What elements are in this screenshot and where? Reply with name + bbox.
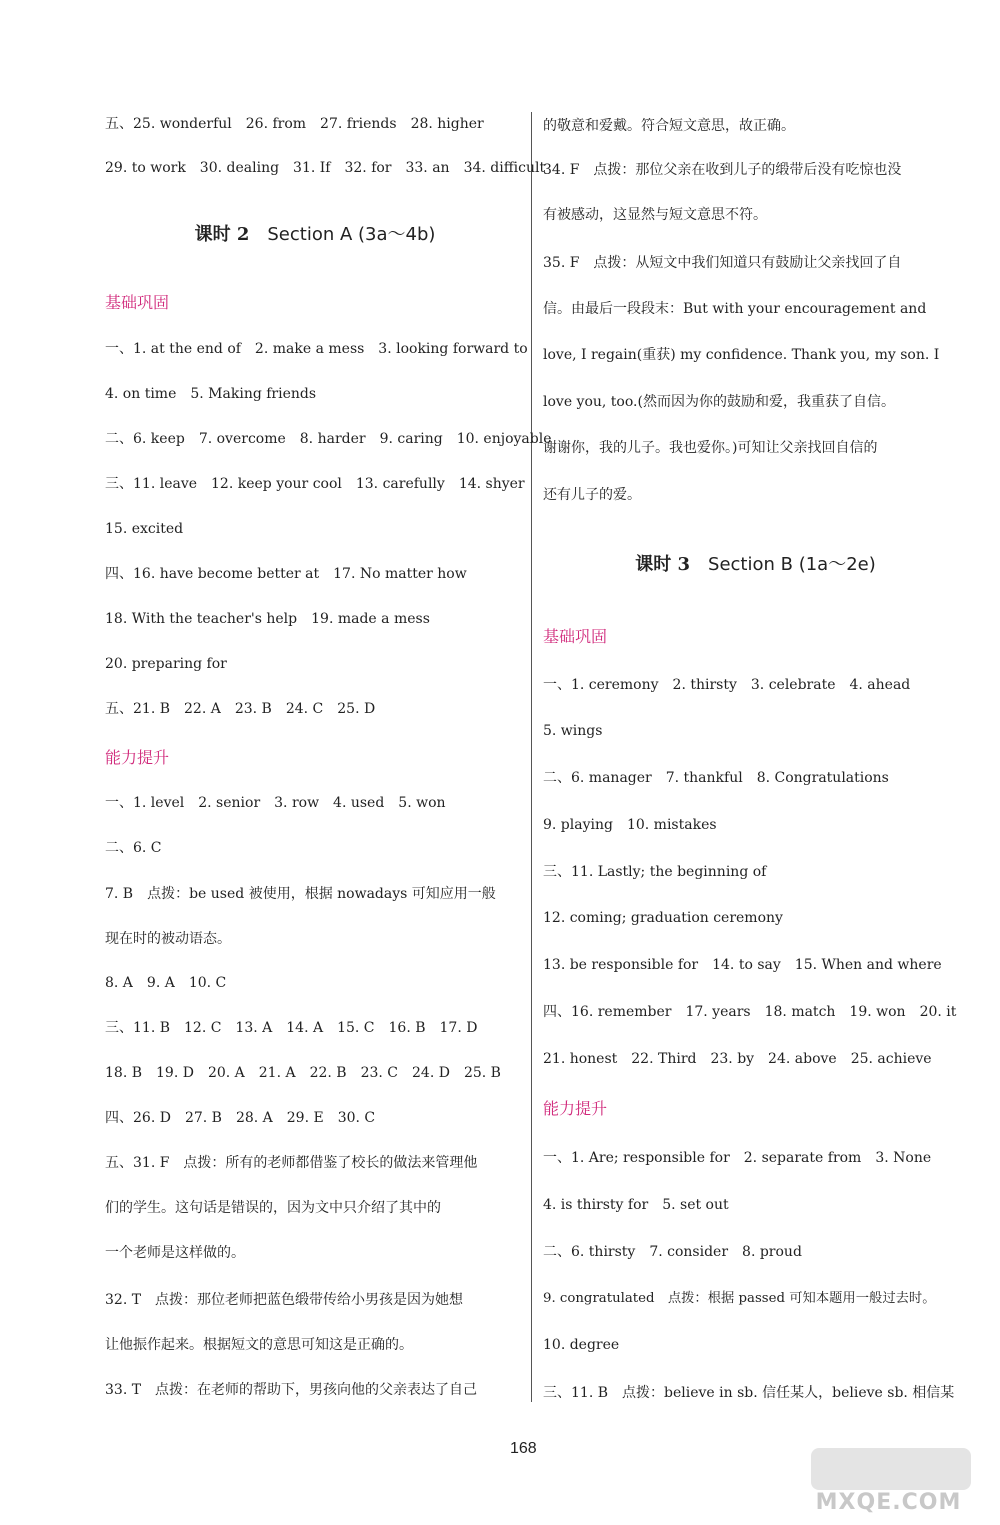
lesson-heading: [543, 553, 968, 577]
answer-line: 四、16. have become better at 17. No matter how: [105, 566, 467, 582]
answer-line: 一、1. at the end of 2. make a mess 3. looking forward to: [105, 341, 528, 357]
section-subheading: 能力提升: [105, 748, 170, 767]
answer-line: 15. excited: [105, 521, 184, 537]
section-subheading: 能力提升: [543, 1099, 608, 1118]
lesson-number: 课时 3: [635, 554, 691, 575]
answer-line: 10. degree: [543, 1337, 620, 1353]
answer-line: 三、11. B 点拨：believe in sb. 信任某人，believe sb. 相信某: [543, 1385, 955, 1401]
answer-line: 5. wings: [543, 723, 603, 739]
answer-line: 五、31. F 点拨：所有的老师都借鉴了校长的做法来管理他: [105, 1155, 478, 1171]
answer-line: 三、11. leave 12. keep your cool 13. carefully 14. shyer: [105, 476, 525, 492]
lesson-title: Section B (1a～2e): [708, 554, 876, 575]
answer-line: 二、6. thirsty 7. consider 8. proud: [543, 1244, 802, 1260]
answer-line: 12. coming; graduation ceremony: [543, 910, 783, 926]
answer-line: 4. on time 5. Making friends: [105, 386, 317, 402]
answer-line: 35. F 点拨：从短文中我们知道只有鼓励让父亲找回了自: [543, 255, 902, 271]
answer-line: 还有儿子的爱。: [543, 487, 641, 503]
answer-line: 33. T 点拨：在老师的帮助下，男孩向他的父亲表达了自己: [105, 1382, 478, 1398]
answer-line: 谢谢你，我的儿子。我也爱你。)可知让父亲找回自信的: [543, 440, 878, 456]
lesson-number: 课时 2: [194, 224, 250, 245]
answer-line: 9. congratulated 点拨：根据 passed 可知本题用一般过去时。: [543, 1291, 936, 1306]
answer-line: 二、6. C: [105, 840, 162, 856]
answer-line: 4. is thirsty for 5. set out: [543, 1197, 729, 1213]
answer-line: 有被感动，这显然与短文意思不符。: [543, 207, 767, 223]
answer-line: 一、1. ceremony 2. thirsty 3. celebrate 4. ahead: [543, 677, 911, 693]
answer-line: 让他振作起来。根据短文的意思可知这是正确的。: [105, 1337, 413, 1353]
lesson-heading: [105, 223, 525, 247]
answer-line: 34. F 点拨：那位父亲在收到儿子的缎带后没有吃惊也没: [543, 162, 902, 178]
section-subheading: 基础巩固: [543, 627, 608, 646]
answer-line: 32. T 点拨：那位老师把蓝色缎带传给小男孩是因为她想: [105, 1292, 464, 1308]
answer-line: 二、6. manager 7. thankful 8. Congratulations: [543, 770, 889, 786]
answer-line: 三、11. Lastly; the beginning of: [543, 864, 767, 880]
answer-line: 18. With the teacher's help 19. made a mess: [105, 611, 430, 627]
answer-line: 8. A 9. A 10. C: [105, 975, 227, 991]
column-divider: [531, 112, 532, 1402]
watermark-text: MXQE.COM: [815, 1490, 962, 1515]
answer-line: 13. be responsible for 14. to say 15. When and where: [543, 957, 942, 973]
lesson-title: Section A (3a～4b): [267, 224, 436, 245]
page-number: 168: [510, 1440, 537, 1457]
watermark: [786, 1448, 991, 1518]
answer-line: 四、16. remember 17. years 18. match 19. won 20. it: [543, 1004, 957, 1020]
answer-line: 二、6. keep 7. overcome 8. harder 9. caring 10. enjoyable: [105, 431, 552, 447]
answer-line: 的敬意和爱戴。符合短文意思，故正确。: [543, 118, 795, 134]
answer-line: 五、25. wonderful 26. from 27. friends 28. higher: [105, 116, 484, 132]
answer-line: 现在时的被动语态。: [105, 931, 231, 947]
section-subheading: 基础巩固: [105, 293, 170, 312]
answer-line: 7. B 点拨：be used 被使用，根据 nowadays 可知应用一般: [105, 886, 496, 902]
answer-line: 五、21. B 22. A 23. B 24. C 25. D: [105, 701, 376, 717]
answer-line: love you, too.(然而因为你的鼓励和爱，我重获了自信。: [543, 394, 895, 410]
answer-line: 三、11. B 12. C 13. A 14. A 15. C 16. B 17. D: [105, 1020, 478, 1036]
answer-line: 四、26. D 27. B 28. A 29. E 30. C: [105, 1110, 376, 1126]
answer-line: 29. to work 30. dealing 31. If 32. for 33. an 34. difficult: [105, 160, 546, 176]
answer-line: 一、1. Are; responsible for 2. separate from 3. None: [543, 1150, 932, 1166]
answer-line: 一、1. level 2. senior 3. row 4. used 5. won: [105, 795, 446, 811]
answer-line: 21. honest 22. Third 23. by 24. above 25. achieve: [543, 1051, 932, 1067]
watermark-logo: [811, 1448, 971, 1490]
answer-line: 9. playing 10. mistakes: [543, 817, 717, 833]
answer-line: love, I regain(重获) my confidence. Thank you, my son. I: [543, 347, 940, 363]
answer-line: 20. preparing for: [105, 656, 227, 672]
answer-line: 信。由最后一段段末：But with your encouragement and: [543, 301, 927, 317]
answer-line: 18. B 19. D 20. A 21. A 22. B 23. C 24. D 25. B: [105, 1065, 501, 1081]
answer-line: 一个老师是这样做的。: [105, 1245, 245, 1261]
answer-line: 们的学生。这句话是错误的，因为文中只介绍了其中的: [105, 1200, 441, 1216]
